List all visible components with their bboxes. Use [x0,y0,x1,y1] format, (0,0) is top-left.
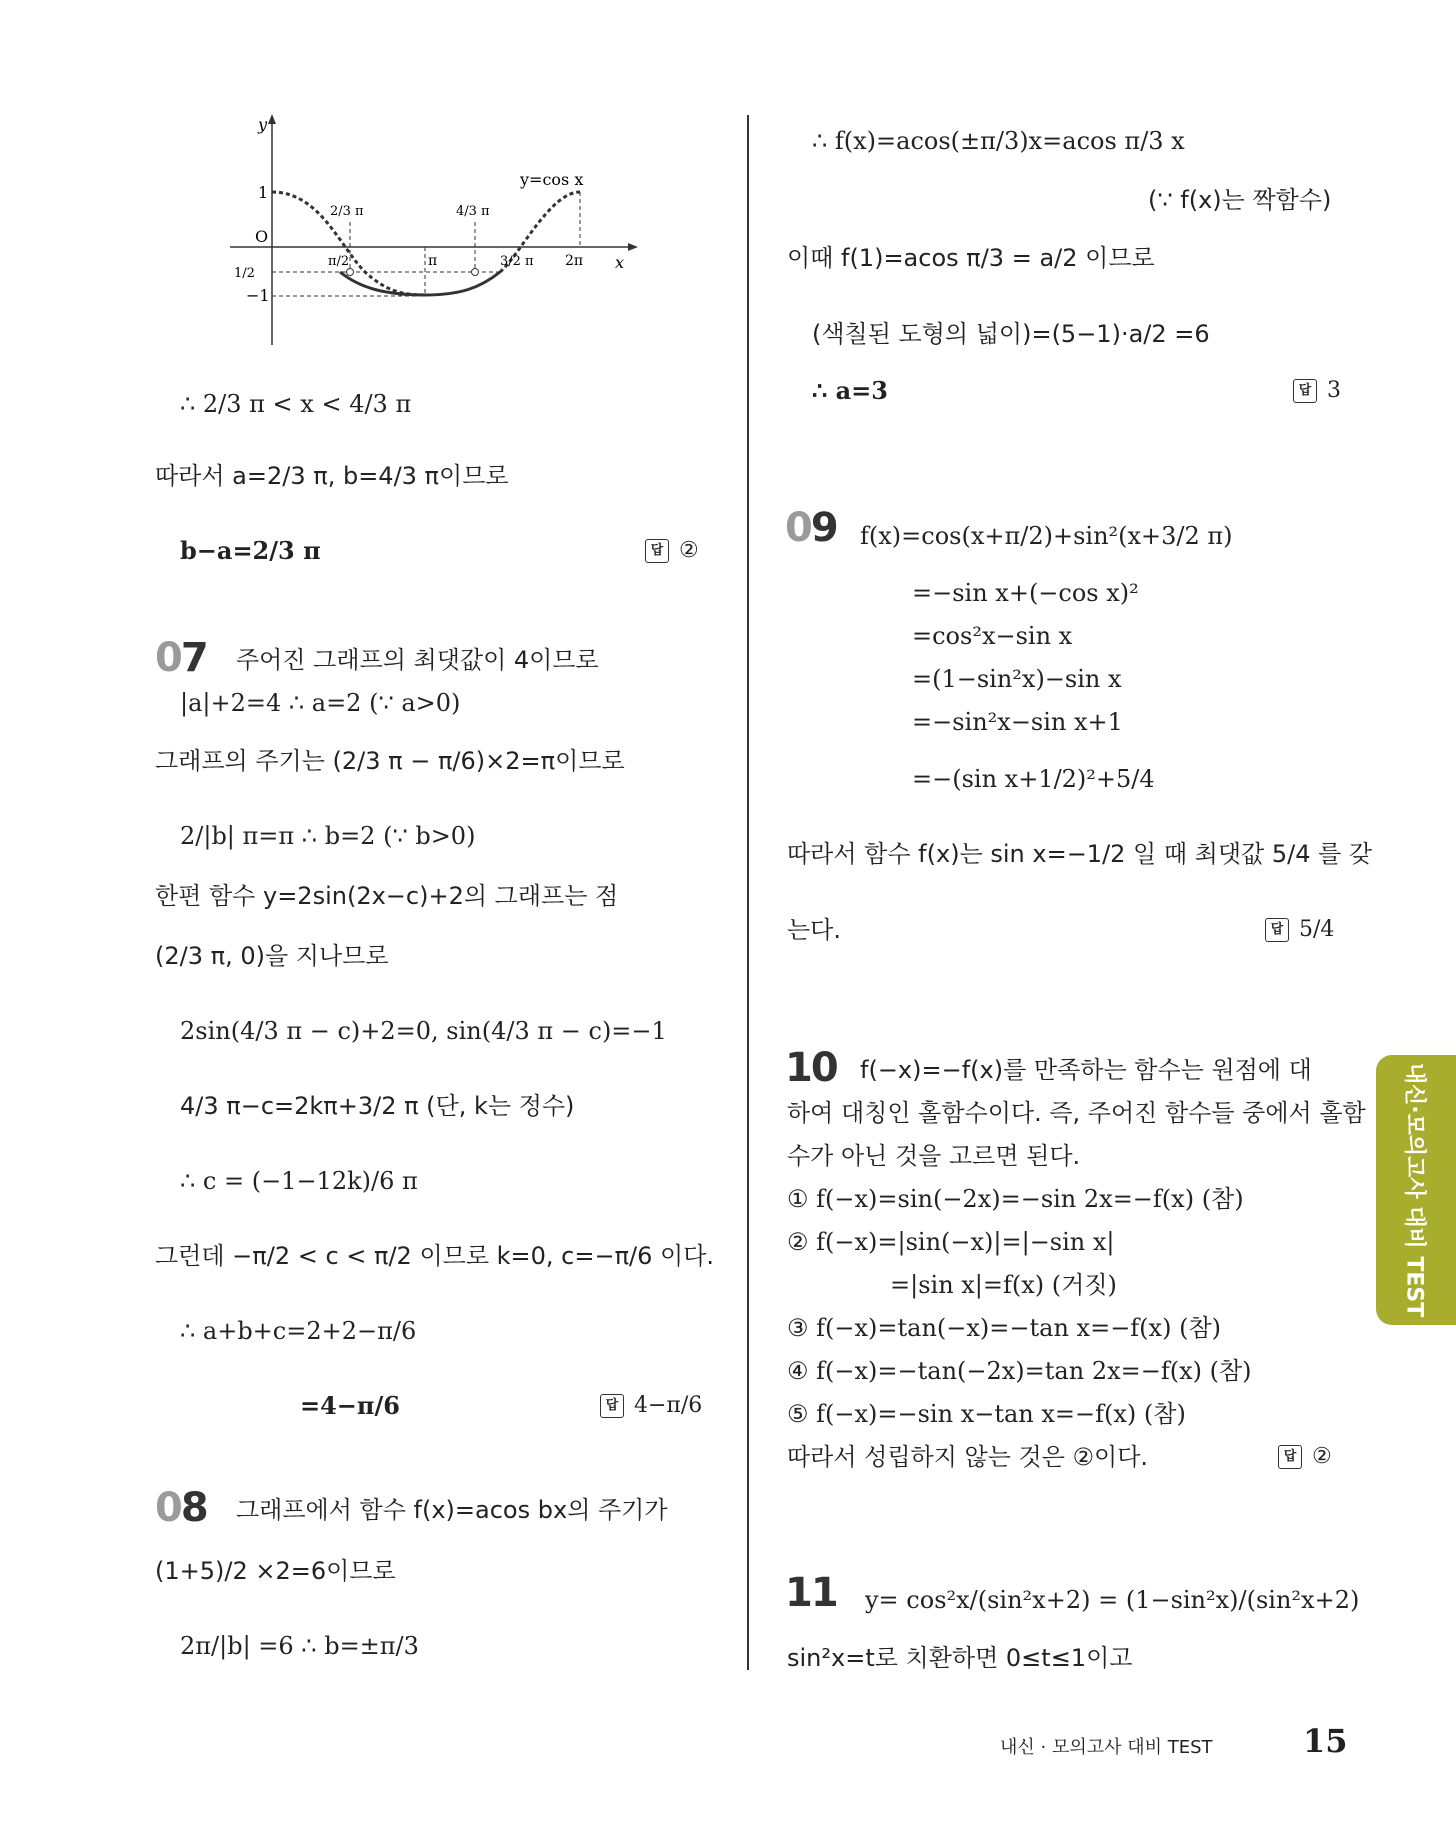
number-suffix: 9 [810,505,837,551]
r-line1: ∴ f(x)=acos(±π/3)x=acos π/3 x [812,127,1185,155]
p6-line1: ∴ 2/3 π < x < 4/3 π [180,390,412,418]
q09-line6: =−(sin x+1/2)²+5/4 [912,765,1155,793]
q08-line3: 2π/|b| =6 ∴ b=±π/3 [180,1632,419,1660]
q07-line12: =4−π/6 [300,1391,400,1420]
q09-line7: 따라서 함수 f(x)는 sin x=−1/2 일 때 최댓값 5/4 를 갖 [787,840,1373,868]
q07-line3: 그래프의 주기는 (2/3 π − π/6)×2=π이므로 [155,747,625,775]
r-line2: (∵ f(x)는 짝함수) [1148,186,1332,214]
q11-number [785,1570,837,1616]
number-suffix: 8 [180,1485,207,1531]
graph-x-2-3pi: 2/3 π [330,204,364,219]
q09-answer-value: 5/4 [1299,917,1335,942]
answer-mark: 답 [645,539,669,563]
answer-mark: 답 [1293,379,1317,403]
q07-line1: 주어진 그래프의 최댓값이 4이므로 [236,646,599,674]
q08-number-text [155,1485,207,1531]
q11-line2: sin²x=t로 치환하면 0≤t≤1이고 [787,1644,1133,1672]
q07-line10: 그런데 −π/2 < c < π/2 이므로 k=0, c=−π/6 이다. [155,1242,715,1270]
footer-title: 내신 · 모의고사 대비 TEST [1000,1737,1213,1758]
q08-line2: (1+5)/2 ×2=6이므로 [155,1557,396,1585]
number-prefix: 0 [785,505,811,551]
graph-y-half: 1/2 [234,266,255,281]
number-prefix: 0 [155,635,181,681]
q10-number [785,1045,837,1091]
q10-line1: f(−x)=−f(x)를 만족하는 함수는 원점에 대 [860,1056,1312,1084]
q10-number-text: 10 [785,1045,837,1091]
answer-mark: 답 [1278,1445,1302,1469]
r-line4: (색칠된 도형의 넓이)=(5−1)·a/2 =6 [812,320,1210,348]
r-answer [1293,378,1341,403]
q10-answer [1278,1444,1332,1469]
q10-line2: 하여 대칭인 홀함수이다. 즉, 주어진 함수들 중에서 홀함 [787,1099,1366,1127]
graph-origin: O [255,227,269,246]
graph-y-minus-one: −1 [246,286,270,305]
q09-line8: 는다. [787,916,841,944]
number-prefix: 0 [155,1485,181,1531]
p6-answer [645,538,699,563]
q11-line1: y= cos²x/(sin²x+2) = (1−sin²x)/(sin²x+2) [865,1586,1360,1614]
r-line3: 이때 f(1)=acos π/3 = a/2 이므로 [787,244,1155,272]
q10-line8: ④ f(−x)=−tan(−2x)=tan 2x=−f(x) (참) [787,1357,1252,1385]
q10-line3: 수가 아닌 것을 고르면 된다. [787,1142,1081,1170]
graph-x-3-2pi: 3/2 π [500,254,534,269]
q10-line5: ② f(−x)=|sin(−x)|=|−sin x| [787,1228,1115,1256]
q11-number-text: 11 [785,1570,837,1616]
graph-y-label: y [258,115,268,134]
q08-number [155,1485,207,1531]
answer-mark: 답 [1265,918,1289,942]
answer-mark: 답 [600,1394,624,1418]
q09-line1: f(x)=cos(x+π/2)+sin²(x+3/2 π) [860,522,1233,550]
graph-y-one: 1 [258,183,269,202]
q10-line10: 따라서 성립하지 않는 것은 ②이다. [787,1443,1149,1471]
q07-line5: 한편 함수 y=2sin(2x−c)+2의 그래프는 점 [155,882,619,910]
q07-answer-value: 4−π/6 [634,1393,703,1418]
q07-line6: (2/3 π, 0)을 지나므로 [155,942,389,970]
q07-line8: 4/3 π−c=2kπ+3/2 π (단, k는 정수) [180,1092,575,1120]
number-suffix: 7 [180,635,207,681]
side-tab-label: 내신·모의고사 대비 TEST [1401,1062,1427,1318]
p6-answer-value: ② [679,538,699,563]
graph-x-4-3pi: 4/3 π [456,204,490,219]
q09-line5: =−sin²x−sin x+1 [912,708,1123,736]
q10-answer-value: ② [1312,1444,1332,1469]
q09-line4: =(1−sin²x)−sin x [912,665,1122,693]
r-line5: ∴ a=3 [812,376,888,405]
q07-line7: 2sin(4/3 π − c)+2=0, sin(4/3 π − c)=−1 [180,1017,667,1045]
q07-line2: |a|+2=4 ∴ a=2 (∵ a>0) [180,689,461,717]
r-answer-value: 3 [1327,378,1341,403]
q09-number [785,505,837,551]
graph-x-pi: π [428,253,438,269]
q10-line6: =|sin x|=f(x) (거짓) [890,1271,1117,1299]
q10-line9: ⑤ f(−x)=−sin x−tan x=−f(x) (참) [787,1400,1186,1428]
q08-line1: 그래프에서 함수 f(x)=acos bx의 주기가 [236,1496,668,1524]
q07-line4: 2/|b| π=π ∴ b=2 (∵ b>0) [180,822,476,850]
q09-line2: =−sin x+(−cos x)² [912,579,1139,607]
page-number: 15 [1303,1722,1348,1760]
q09-number-text [785,505,837,551]
q09-answer [1265,917,1334,942]
graph-x-label: x [615,253,625,272]
side-tab [1376,1055,1456,1325]
q07-line9: ∴ c = (−1−12k)/6 π [180,1167,418,1195]
q09-line3: =cos²x−sin x [912,622,1073,650]
p6-line2: 따라서 a=2/3 π, b=4/3 π이므로 [155,462,509,490]
column-divider [747,115,749,1670]
graph-x-pi-2: π/2 [328,254,350,269]
q07-answer [600,1393,702,1418]
q07-line11: ∴ a+b+c=2+2−π/6 [180,1317,417,1345]
q07-number [155,635,207,681]
p6-line3: b−a=2/3 π [180,536,321,565]
graph-curve-label: y=cos x [520,170,584,189]
graph-x-2pi: 2π [565,253,584,269]
q10-line4: ① f(−x)=sin(−2x)=−sin 2x=−f(x) (참) [787,1185,1244,1213]
cosine-graph [210,110,640,350]
q10-line7: ③ f(−x)=tan(−x)=−tan x=−f(x) (참) [787,1314,1221,1342]
q07-number-text [155,635,207,681]
